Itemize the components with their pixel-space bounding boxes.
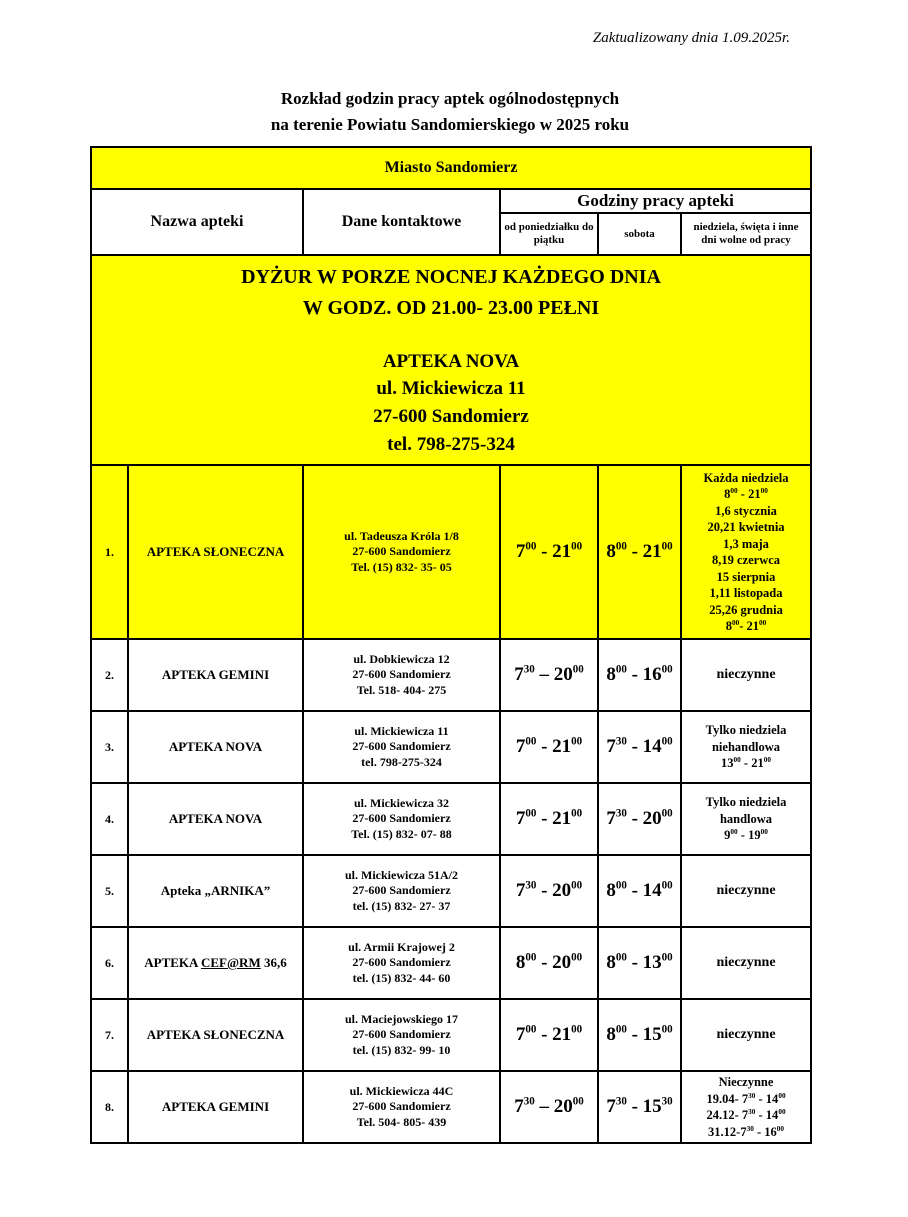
contact-line: tel. (15) 832- 99- 10: [352, 1042, 451, 1057]
table-row: [91, 639, 811, 711]
contact-line: 27-600 Sandomierz: [352, 883, 451, 898]
row-number: 8.: [91, 1071, 128, 1143]
sunday-hours: [681, 465, 811, 639]
sunday-hours: [681, 855, 811, 927]
contact-info: [303, 1071, 500, 1143]
contact-line: tel. (15) 832- 44- 60: [352, 970, 451, 985]
pharmacy-name: [128, 465, 303, 639]
contact-line: ul. Mickiewicza 51A/2: [345, 867, 458, 882]
contact-info: [303, 855, 500, 927]
sunday-line: 24.12- $7^{30} - 14^{00}$: [706, 1107, 786, 1122]
sunday-line: 1,11 listopada: [709, 586, 783, 600]
contact-line: Tel. 504- 805- 439: [356, 1114, 447, 1129]
contact-line: 27-600 Sandomierz: [352, 667, 451, 682]
sunday-line: $8^{00}-$ $21^{00}$: [725, 618, 767, 633]
contact-line: ul. Mickiewicza 32: [354, 795, 449, 810]
sunday-line: $8^{00} - 21^{00}$: [724, 486, 768, 501]
pharmacy-name: [128, 999, 303, 1071]
pharmacy-name: [128, 855, 303, 927]
pharmacy-name-segment: APTEKA GEMINI: [161, 667, 270, 682]
contact-line: 27-600 Sandomierz: [352, 955, 451, 970]
sunday-line: nieczynne: [716, 667, 776, 682]
pharmacy-name: [128, 711, 303, 783]
table-row: [91, 711, 811, 783]
night-duty-line: DYŻUR W PORZE NOCNEJ KAŻDEGO DNIA: [241, 265, 661, 288]
night-duty-line: APTEKA NOVA: [382, 350, 520, 372]
contact-info: [303, 927, 500, 999]
sunday-line: $31.12-7^{30} - 16^{00}$: [708, 1124, 784, 1139]
pharmacy-name: [128, 783, 303, 855]
updated-date: Zaktualizowany dnia 1.09.2025r.: [592, 30, 790, 46]
sunday-line: 25,26 grudnia: [709, 602, 783, 617]
saturday-hours: $7^{30} - 14^{00}$: [598, 711, 681, 783]
contact-info: [303, 639, 500, 711]
contact-info: [303, 711, 500, 783]
table-row: [91, 1071, 811, 1143]
contact-info: [303, 999, 500, 1071]
contact-line: ul. Dobkiewicza 12: [353, 651, 450, 666]
contact-line: ul. Maciejowskiego 17: [345, 1011, 458, 1026]
contact-line: ul. Tadeusza Króla 1/8: [344, 528, 459, 543]
pharmacy-name: [128, 927, 303, 999]
contact-line: 27-600 Sandomierz: [352, 811, 451, 826]
sunday-line: $9^{00} - 19^{00}$: [724, 828, 768, 843]
pharmacy-name-segment: APTEKA GEMINI: [161, 1099, 270, 1114]
sunday-line: 1,3 maja: [723, 536, 769, 551]
sunday-hours: [681, 711, 811, 783]
row-number: 2.: [91, 639, 128, 711]
night-duty-row: [91, 255, 811, 465]
sunday-line: 15 sierpnia: [716, 569, 776, 584]
sunday-hours: [681, 1071, 811, 1143]
night-duty-line: ul. Mickiewicza 11: [376, 378, 526, 400]
sunday-line: nieczynne: [716, 1027, 776, 1042]
sunday-line: 1,6 stycznia: [715, 503, 777, 518]
saturday-hours: $8^{00} - 15^{00}$: [598, 999, 681, 1071]
night-duty-line: W GODZ. OD 21.00- 23.00 PEŁNI: [302, 296, 600, 319]
sunday-line: nieczynne: [716, 883, 776, 898]
sunday-hours: [681, 783, 811, 855]
pharmacy-name: [128, 639, 303, 711]
pharmacy-name-segment: CEF@RM: [200, 955, 261, 970]
contact-line: Tel. (15) 832- 35- 05: [351, 559, 452, 574]
pharmacy-name-segment: APTEKA NOVA: [168, 739, 263, 754]
sunday-line: $13^{00} - 21^{00}$: [721, 756, 771, 771]
contact-line: Tel. (15) 832- 07- 88: [351, 826, 452, 841]
saturday-hours: $8^{00} - 21^{00}$: [598, 465, 681, 639]
sunday-line: niehandlowa: [711, 739, 781, 754]
weekday-hours: $7^{00} - 21^{00}$: [500, 465, 598, 639]
sunday-line: Każda niedziela: [703, 470, 789, 485]
table-row: [91, 855, 811, 927]
saturday-hours: $8^{00} - 16^{00}$: [598, 639, 681, 711]
pharmacy-name: [128, 1071, 303, 1143]
saturday-hours: $8^{00} - 13^{00}$: [598, 927, 681, 999]
weekday-hours: $7^{00} - 21^{00}$: [500, 711, 598, 783]
col-header-saturday: sobota: [598, 213, 681, 255]
pharmacy-hours-table: [90, 146, 812, 1144]
sunday-line: 20,21 kwietnia: [707, 520, 785, 534]
weekday-hours: $7^{30} - 20^{00}$: [500, 855, 598, 927]
saturday-hours: $7^{30} - 15^{30}$: [598, 1071, 681, 1143]
pharmacy-name-segment: 36,6: [260, 955, 287, 970]
saturday-hours: $8^{00} - 14^{00}$: [598, 855, 681, 927]
document-title: [90, 86, 810, 137]
pharmacy-name-segment: Apteka „ARNIKA”: [160, 883, 271, 898]
contact-info: [303, 465, 500, 639]
sunday-line: 19.04- $7^{30} - 14^{00}$: [706, 1091, 786, 1106]
contact-line: 27-600 Sandomierz: [352, 1099, 451, 1114]
row-number: 7.: [91, 999, 128, 1071]
pharmacy-name-segment: APTEKA SŁONECZNA: [146, 1027, 285, 1042]
col-header-sunday: niedziela, święta i inne dni wolne od pracy: [681, 213, 811, 255]
row-number: 6.: [91, 927, 128, 999]
row-number: 5.: [91, 855, 128, 927]
night-duty-notice: [91, 255, 811, 465]
night-duty-line: [94, 324, 808, 348]
column-header-row: [91, 189, 811, 213]
table-row: [91, 927, 811, 999]
sunday-line: Nieczynne: [718, 1075, 774, 1089]
sunday-hours: [681, 927, 811, 999]
saturday-hours: $7^{30} - 20^{00}$: [598, 783, 681, 855]
sunday-line: 8,19 czerwca: [712, 553, 781, 567]
weekday-hours: $7^{30} - 20^{00}$: [500, 1071, 598, 1143]
weekday-hours: $7^{00} - 21^{00}$: [500, 783, 598, 855]
sunday-line: Tylko niedziela: [705, 795, 787, 810]
weekday-hours: $7^{00} - 21^{00}$: [500, 999, 598, 1071]
title-line-1: Rozkład godzin pracy aptek ogólnodostępnych: [280, 89, 620, 108]
sunday-line: Tylko niedziela: [705, 723, 787, 738]
night-duty-line: 27-600 Sandomierz: [373, 406, 529, 427]
row-number: 3.: [91, 711, 128, 783]
row-number: 4.: [91, 783, 128, 855]
table-row: [91, 783, 811, 855]
sunday-line: handlowa: [719, 811, 773, 826]
col-header-hours-group: Godziny pracy apteki: [500, 189, 811, 213]
title-line-2: na terenie Powiatu Sandomierskiego w 2025 roku: [270, 114, 630, 134]
contact-line: Tel. 518- 404- 275: [356, 682, 447, 697]
table-row: [91, 465, 811, 639]
contact-line: ul. Mickiewicza 44C: [349, 1083, 454, 1098]
contact-line: ul. Armii Krajowej 2: [348, 939, 455, 954]
pharmacy-name-segment: APTEKA: [144, 955, 201, 970]
night-duty-line: tel. 798-275-324: [387, 433, 515, 455]
contact-line: 27-600 Sandomierz: [352, 739, 451, 754]
row-number: 1.: [91, 465, 128, 639]
contact-line: 27-600 Sandomierz: [352, 544, 451, 559]
sunday-hours: [681, 999, 811, 1071]
weekday-hours: $8^{00} - 20^{00}$: [500, 927, 598, 999]
section-header-row: [91, 147, 811, 189]
sunday-hours: [681, 639, 811, 711]
col-header-contact: Dane kontaktowe: [303, 189, 500, 255]
pharmacy-name-segment: APTEKA SŁONECZNA: [146, 544, 285, 559]
contact-line: tel. (15) 832- 27- 37: [352, 898, 451, 913]
col-header-pharmacy-name: Nazwa apteki: [91, 189, 303, 255]
contact-line: ul. Mickiewicza 11: [354, 723, 449, 738]
contact-line: 27-600 Sandomierz: [352, 1027, 451, 1042]
section-header: Miasto Sandomierz: [91, 147, 811, 189]
weekday-hours: $7^{30} - 20^{00}$: [500, 639, 598, 711]
table-row: [91, 999, 811, 1071]
pharmacy-name-segment: APTEKA NOVA: [168, 811, 263, 826]
sunday-line: nieczynne: [716, 955, 776, 970]
col-header-weekday: od poniedziałku do piątku: [500, 213, 598, 255]
contact-info: [303, 783, 500, 855]
contact-line: tel. 798-275-324: [361, 754, 442, 769]
